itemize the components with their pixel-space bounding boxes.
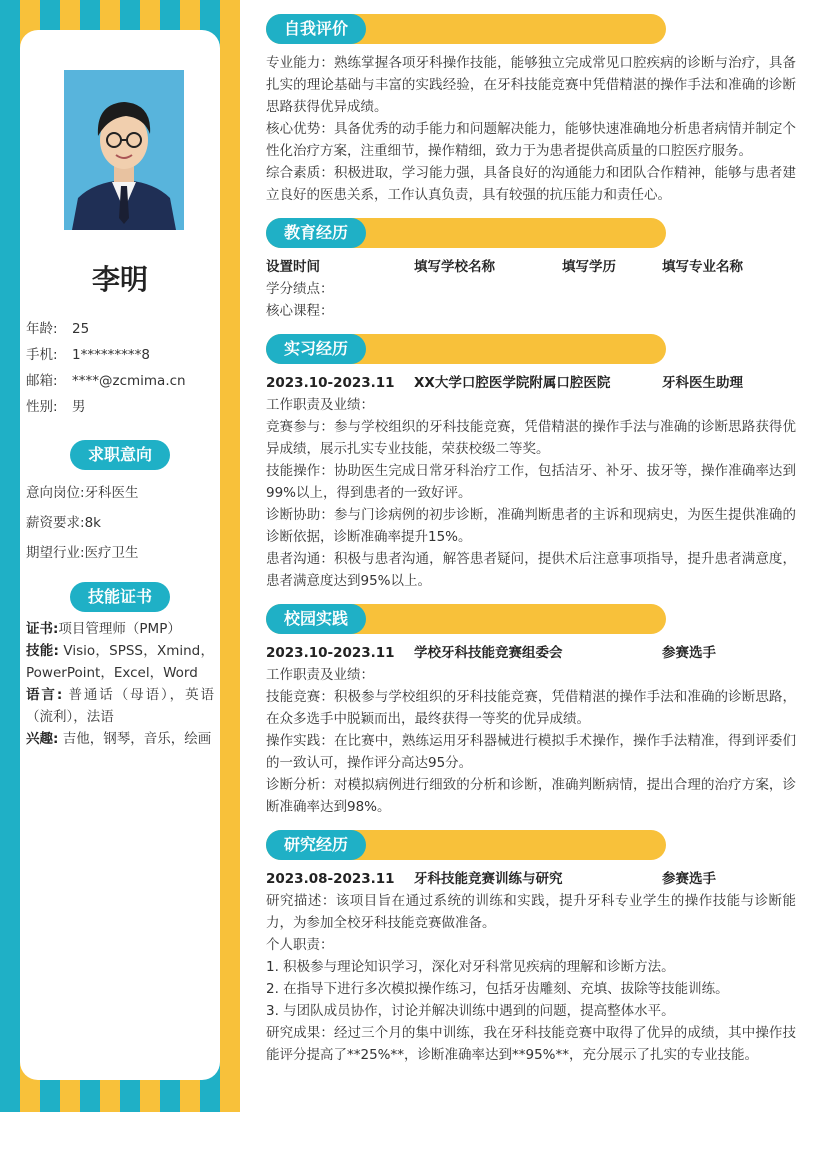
self-eval-para: 核心优势：具备优秀的动手能力和问题解决能力，能够快速准确地分析患者病情并制定个性化治疗方案，注重细节，操作精细，致力于为患者提供高质量的口腔医疗服务。 <box>266 121 796 159</box>
internship-time: 2023.10-2023.11 <box>266 375 395 391</box>
spacer <box>266 818 796 830</box>
section-heading-education <box>266 218 666 248</box>
info-age: 年龄: 25 <box>26 321 90 337</box>
research-line: 个人职责： <box>266 937 334 953</box>
research-line: 2. 在指导下进行多次模拟操作练习，包括牙齿雕刻、充填、拔除等技能训练。 <box>266 981 729 997</box>
internship-line: 患者沟通：积极与患者沟通，解答患者疑问，提供术后注意事项指导，提升患者满意度，患者满意度达到95%以上。 <box>266 551 796 589</box>
research-line: 3. 与团队成员协作，讨论并解决训练中遇到的问题，提高整体水平。 <box>266 1003 675 1019</box>
education-major: 填写专业名称 <box>662 259 743 275</box>
campus-org: 学校牙科技能竞赛组委会 <box>414 645 563 661</box>
intent-heading: 求职意向 <box>70 440 170 470</box>
intent-position: 意向岗位:牙科医生 <box>26 485 139 501</box>
research-header-row <box>266 868 796 890</box>
research-line: 1. 积极参与理论知识学习，深化对牙科常见疾病的理解和诊断方法。 <box>266 959 675 975</box>
education-school: 填写学校名称 <box>414 259 495 275</box>
info-email: 邮箱: ****@zcmima.cn <box>26 373 186 389</box>
heading-pill: 研究经历 <box>266 830 366 860</box>
section-heading-research <box>266 830 666 860</box>
section-heading-campus <box>266 604 666 634</box>
self-eval-para: 专业能力：熟练掌握各项牙科操作技能，能够独立完成常见口腔疾病的诊断与治疗，具备扎实的理论基础与丰富的实践经验，在牙科技能竞赛中凭借精湛的操作手法和准确的诊断思路获得优异成绩。 <box>266 55 796 115</box>
education-line: 学分绩点： <box>266 281 334 297</box>
campus-line: 操作实践：在比赛中，熟练运用牙科器械进行模拟手术操作，操作手法精准，得到评委们的一致认可，操作评分高达95分。 <box>266 733 796 771</box>
info-phone: 手机: 1*********8 <box>26 347 150 363</box>
internship-line: 工作职责及业绩： <box>266 397 374 413</box>
profile-name: 李明 <box>91 263 148 296</box>
campus-role: 参赛选手 <box>662 645 716 661</box>
campus-line: 技能竞赛：积极参与学校组织的牙科技能竞赛，凭借精湛的操作手法和准确的诊断思路，在众多选手中脱颖而出，最终获得一等奖的优异成绩。 <box>266 689 796 727</box>
research-line: 研究成果：经过三个月的集中训练，我在牙科技能竞赛中取得了优异的成绩，其中操作技能评分提高了**25%**，诊断准确率达到**95%**，充分展示了扎实的专业技能。 <box>266 1025 796 1063</box>
heading-pill: 自我评价 <box>266 14 366 44</box>
heading-pill: 校园实践 <box>266 604 366 634</box>
spacer <box>266 322 796 334</box>
research-line: 研究描述：该项目旨在通过系统的训练和实践，提升牙科专业学生的操作技能与诊断能力，为参加全校牙科技能竞赛做准备。 <box>266 893 796 931</box>
skill-interest: 兴趣: 吉他，钢琴，音乐，绘画 <box>26 731 212 747</box>
skill-language: 语言: 普通话（母语），英语（流利），法语 <box>26 687 214 725</box>
info-gender: 性别: 男 <box>26 399 86 415</box>
personal-info <box>26 316 216 420</box>
research-time: 2023.08-2023.11 <box>266 871 395 887</box>
sidebar-card <box>20 30 220 1080</box>
spacer <box>266 206 796 218</box>
internship-line: 诊断协助：参与门诊病例的初步诊断，准确判断患者的主诉和现病史，为医生提供准确的诊断依据，诊断准确率提升15%。 <box>266 507 796 545</box>
intent-industry: 期望行业:医疗卫生 <box>26 545 139 561</box>
research-role: 参赛选手 <box>662 871 716 887</box>
campus-header-row <box>266 642 796 664</box>
campus-line: 工作职责及业绩： <box>266 667 374 683</box>
internship-line: 竞赛参与：参与学校组织的牙科技能竞赛，凭借精湛的操作手法与准确的诊断思路获得优异成绩，展示扎实专业技能，荣获校级二等奖。 <box>266 419 796 457</box>
intent-salary: 薪资要求:8k <box>26 515 101 531</box>
spacer <box>266 592 796 604</box>
intent-list <box>26 478 216 568</box>
research-org: 牙科技能竞赛训练与研究 <box>414 871 563 887</box>
profile-photo <box>64 70 184 230</box>
campus-time: 2023.10-2023.11 <box>266 645 395 661</box>
internship-header-row <box>266 372 796 394</box>
person-portrait-icon <box>64 70 184 230</box>
heading-pill: 教育经历 <box>266 218 366 248</box>
internship-line: 技能操作：协助医生完成日常牙科治疗工作，包括洁牙、补牙、拔牙等，操作准确率达到99%以上，得到患者的一致好评。 <box>266 463 796 501</box>
section-heading-internship <box>266 334 666 364</box>
internship-org: XX大学口腔医学院附属口腔医院 <box>414 375 611 391</box>
campus-line: 诊断分析：对模拟病例进行细致的分析和诊断，准确判断病情，提出合理的治疗方案，诊断准确率达到98%。 <box>266 777 796 815</box>
section-heading-self-eval <box>266 14 666 44</box>
heading-pill: 实习经历 <box>266 334 366 364</box>
skill-software: 技能: Visio，SPSS，Xmind，PowerPoint，Excel，Word <box>26 643 214 681</box>
self-eval-para: 综合素质：积极进取，学习能力强，具备良好的沟通能力和团队合作精神，能够与患者建立良好的医患关系，工作认真负责，具有较强的抗压能力和责任心。 <box>266 165 796 203</box>
education-time: 设置时间 <box>266 259 320 275</box>
internship-role: 牙科医生助理 <box>662 375 743 391</box>
skills-heading: 技能证书 <box>70 582 170 612</box>
education-header-row <box>266 256 796 278</box>
skill-certificate: 证书:项目管理师（PMP） <box>26 621 181 637</box>
education-line: 核心课程： <box>266 303 334 319</box>
skills-list <box>26 618 214 750</box>
main-content <box>266 14 796 1066</box>
education-degree: 填写学历 <box>562 259 616 275</box>
